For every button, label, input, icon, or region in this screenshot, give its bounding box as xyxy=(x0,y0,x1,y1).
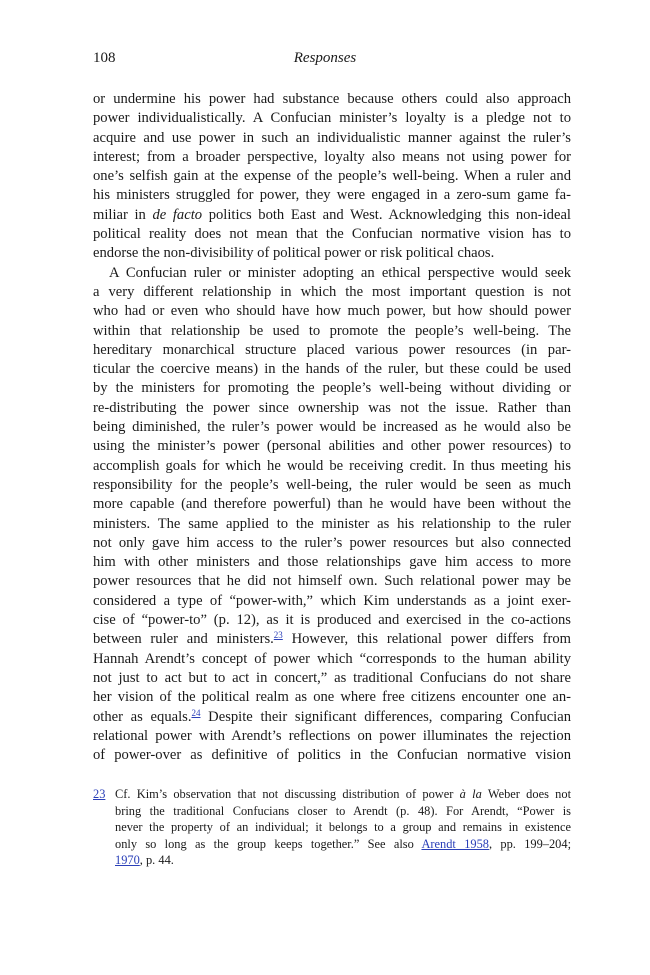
text-line: acquire and use power in such an individualistic manner against the ruler’s xyxy=(93,129,571,146)
page-number: 108 xyxy=(93,50,116,66)
text-line: being diminished, the ruler’s power would be increased as he would also be xyxy=(93,419,571,436)
text-segment: only so long as the group keeps together.” See also xyxy=(115,836,422,851)
text-line: who had or even who should have how much power, but how should power xyxy=(93,303,571,320)
text-segment: However, this relational power differs from xyxy=(282,631,571,648)
text-segment: Cf. Kim’s observation that not discussing distribution of power xyxy=(115,787,460,801)
italic-term: de facto xyxy=(152,206,203,223)
footnote-line: never the property of an individual; it belongs to a group and remains in existence xyxy=(115,820,571,835)
text-line: him with other ministers and those relationships gave him access to more xyxy=(93,554,571,571)
text-line: considered a type of “power-with,” which Kim understands as a joint exer- xyxy=(93,592,571,609)
text-line: endorse the non-divisibility of political power or risk political chaos. xyxy=(93,245,495,262)
text-segment: , p. 44. xyxy=(139,853,174,868)
text-line: interest; from a broader perspective, loyalty also means not using power for xyxy=(93,148,571,165)
text-line: A Confucian ruler or minister adopting an ethical perspective would seek xyxy=(109,264,571,281)
text-line: of power-over as definitive of politics in the Confucian normative vision xyxy=(93,747,571,764)
text-line: responsibility for the people’s well-being, the ruler would be seen as much xyxy=(93,476,571,493)
italic-term: à la xyxy=(459,787,482,801)
footnote-ref-23[interactable]: 23 xyxy=(273,630,283,641)
text-line: cise of “power-to” (p. 12), as it is produced and exercised in the co-actions xyxy=(93,612,571,629)
body-text xyxy=(93,90,571,765)
footnotes xyxy=(93,786,571,869)
text-line xyxy=(93,630,571,649)
text-line: re-distributing the power since ownership was not the issue. Rather than xyxy=(93,399,571,416)
text-segment: , pp. 199–204; xyxy=(488,836,571,851)
text-line: by the ministers for promoting the people’s well-being without dividing or xyxy=(93,380,571,397)
text-segment: Despite their significant differences, comparing Confucian xyxy=(200,708,571,725)
text-segment: politics both East and West. Acknowledging this non-ideal xyxy=(202,206,571,223)
text-segment: other as equals. xyxy=(93,708,192,725)
text-line: more capable (and therefore powerful) than he would have been without the xyxy=(93,496,571,513)
text-line: or undermine his power had substance because others could also approach xyxy=(93,91,571,107)
footnote-ref-24[interactable]: 24 xyxy=(191,707,201,718)
text-line: not only gave him access to the ruler’s power resources but also connected xyxy=(93,534,571,551)
text-segment: miliar in xyxy=(93,206,153,223)
text-line: within that relationship be used to promote the people’s well-being. The xyxy=(93,322,571,339)
text-line: her vision of the political realm as one where free citizens encounter one an- xyxy=(93,689,571,706)
text-line: a very different relationship in which the most important question is not xyxy=(93,283,571,300)
text-line xyxy=(93,206,571,225)
text-segment: Weber does not xyxy=(481,787,571,801)
citation-link-1970[interactable]: 1970 xyxy=(115,853,140,868)
text-line: one’s selfish gain at the expense of the people’s well-being. When a ruler and xyxy=(93,168,571,185)
footnote-line xyxy=(93,852,571,869)
text-line: relational power with Arendt’s reflections on power illuminates the rejection xyxy=(93,727,571,744)
text-line: accomplish goals for which he would be receiving credit. In thus meeting his xyxy=(93,457,571,474)
text-line: hereditary monarchical structure placed various power resources (in par- xyxy=(93,341,571,358)
text-line: his ministers struggled for power, they were engaged in a zero-sum game fa- xyxy=(93,187,571,204)
footnote-line xyxy=(93,836,571,853)
text-line xyxy=(93,708,571,727)
text-line: ministers. The same applied to the minister as his relationship to the ruler xyxy=(93,515,571,532)
text-line: Hannah Arendt’s concept of power which “corresponds to the human ability xyxy=(93,650,571,667)
running-head: Responses xyxy=(293,50,357,66)
text-line: power individualistically. A Confucian minister’s loyalty is a pledge not to xyxy=(93,110,571,127)
footnote-line xyxy=(93,786,571,803)
footnote-line: bring the traditional Confucians closer to Arendt (p. 48). For Arendt, “Power is xyxy=(115,803,571,818)
text-line: power resources that he did not himself own. Such relational power may be xyxy=(93,573,571,590)
text-line: using the minister’s power (personal abilities and other power resources) to xyxy=(93,438,571,455)
footnote-number-link[interactable]: 23 xyxy=(93,787,106,801)
text-line: political reality does not mean that the Confucian normative vision has to xyxy=(93,226,571,243)
citation-link-arendt-1958[interactable]: Arendt 1958 xyxy=(421,836,489,851)
text-segment: between ruler and ministers. xyxy=(93,631,274,648)
text-line: ticular the coercive means) in the hands of the ruler, but these could be used xyxy=(93,361,571,378)
text-line: not just to act but to act in concert,” as traditional Confucians do not share xyxy=(93,669,571,686)
